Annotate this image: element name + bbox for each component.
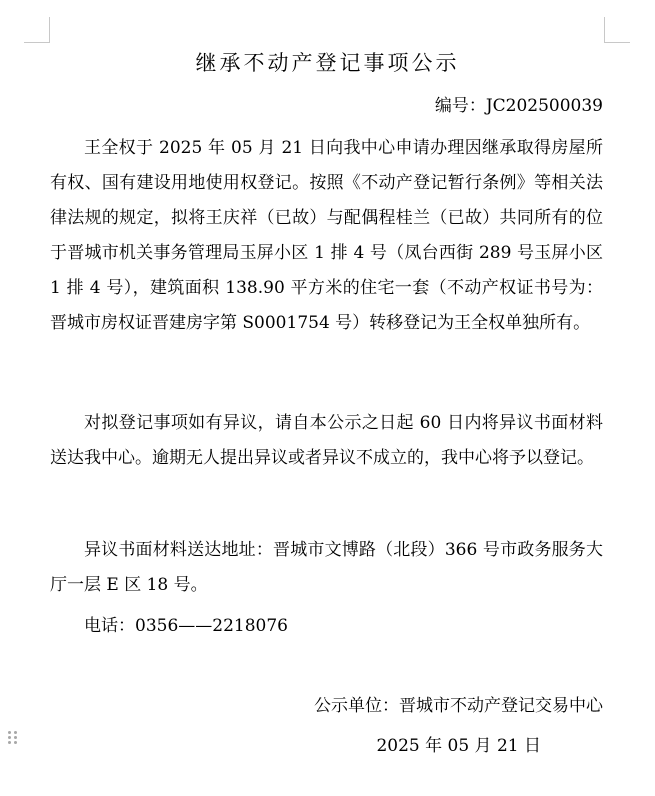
body-paragraph-objection: 对拟登记事项如有异议，请自本公示之日起 60 日内将异议书面材料送达我中心。逾期无人提出异议或者异议不成立的，我中心将予以登记。	[50, 413, 603, 468]
page-margin-corner-top-left	[24, 17, 50, 43]
document-number: 编号：JC202500039	[434, 96, 603, 116]
body-paragraph-application: 王全权于 2025 年 05 月 21 日向我中心申请办理因继承取得房屋所有权、国有建设用地使用权登记。按照《不动产登记暂行条例》等相关法律法规的规定，拟将王庆祥（已故）与配偶程桂兰（已故）共同所有的位于晋城市机关事务管理局玉屏小区 1 排 4 号（凤台西街 289 号玉屏小区 1 排 4 号），建筑面积 138.90 平方米的住宅一套（不动产权证书号为：晋城市房权证晋建房字第 S0001754 号）转移登记为王全权单独所有。	[50, 138, 603, 333]
drag-handle-dot	[8, 741, 11, 744]
contact-phone: 电话：0356——2218076	[84, 616, 288, 636]
issuing-unit: 公示单位：晋城市不动产登记交易中心	[314, 696, 603, 716]
drag-handle-dot	[8, 731, 11, 734]
document-title: 继承不动产登记事项公示	[195, 51, 460, 75]
issue-date: 2025 年 05 月 21 日	[376, 736, 541, 756]
drag-handle-icon[interactable]	[8, 731, 18, 745]
drag-handle-dot	[14, 741, 17, 744]
drag-handle-dot	[8, 736, 11, 739]
drag-handle-dot	[14, 736, 17, 739]
body-paragraph-address: 异议书面材料送达地址：晋城市文博路（北段）366 号市政务服务大厅一层 E 区 18 号。	[50, 540, 603, 595]
drag-handle-dot	[14, 731, 17, 734]
page-margin-corner-top-right	[604, 17, 630, 43]
